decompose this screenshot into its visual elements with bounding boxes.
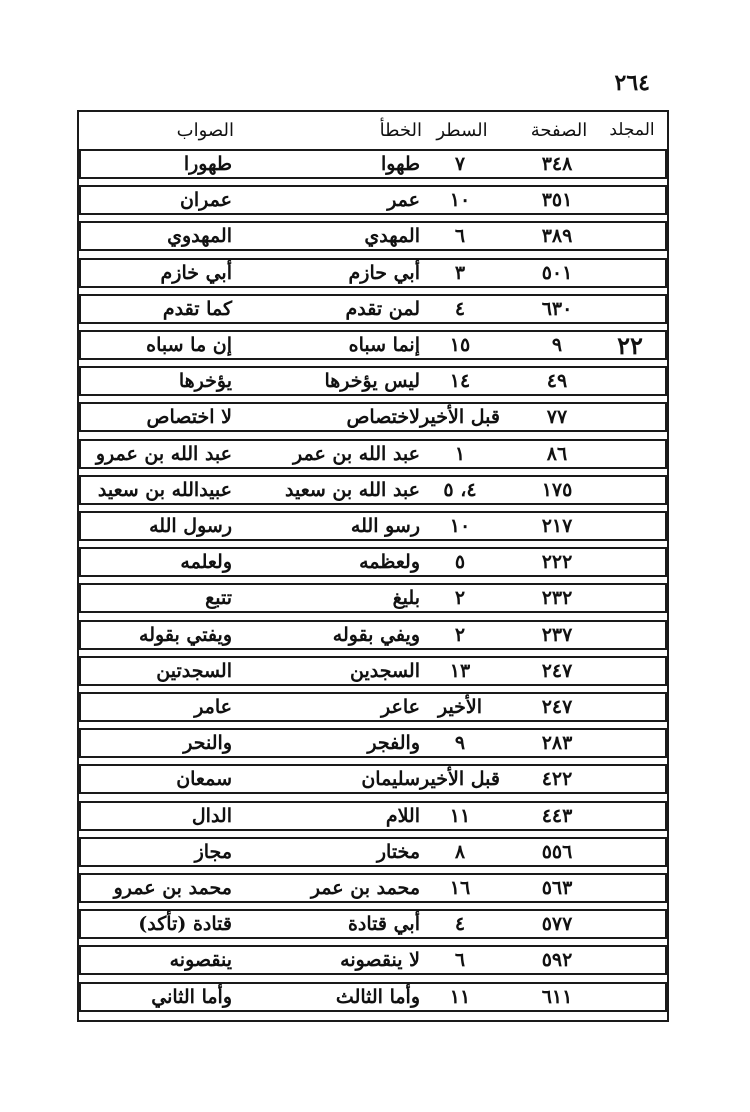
cell-line: ١٣ <box>449 660 471 682</box>
cell-page: ٨٦ <box>546 443 568 465</box>
header-line: السطر <box>436 119 488 141</box>
cell-correct: محمد بن عمرو <box>113 877 232 899</box>
cell-page: ٣٤٨ <box>541 153 573 175</box>
cell-correct: يؤخرها <box>178 370 232 392</box>
table-row <box>79 402 667 432</box>
table-row <box>79 620 667 650</box>
header-page: الصفحة <box>530 119 588 141</box>
cell-volume <box>595 260 665 286</box>
cell-wrong: عاعر <box>381 696 420 718</box>
cell-page: ٧٧ <box>546 406 568 428</box>
cell-wrong: سليمان <box>361 768 420 790</box>
cell-correct: الدال <box>191 805 232 827</box>
cell-line: ٨ <box>454 841 466 863</box>
table-row <box>79 692 667 722</box>
table-row <box>79 728 667 758</box>
cell-correct: ولعلمه <box>180 551 232 573</box>
table-row <box>79 511 667 541</box>
cell-volume <box>595 911 665 937</box>
cell-page: ٥٩٢ <box>541 949 573 971</box>
cell-page: ٢٣٧ <box>541 624 573 646</box>
cell-wrong: عبد الله بن سعيد <box>285 479 420 501</box>
cell-page: ٢٢٢ <box>541 551 573 573</box>
cell-page: ٥٦٣ <box>541 877 573 899</box>
cell-page: ٣٨٩ <box>541 225 573 247</box>
cell-page: ٦١١ <box>541 986 573 1008</box>
cell-page: ١٧٥ <box>541 479 573 501</box>
cell-line: قبل الأخير <box>420 768 500 790</box>
cell-wrong: إنما سباه <box>348 334 420 356</box>
cell-volume <box>595 875 665 901</box>
cell-line: ٢ <box>454 587 466 609</box>
cell-volume <box>595 549 665 575</box>
cell-page: ٢٤٧ <box>541 696 573 718</box>
table-row <box>79 982 667 1012</box>
cell-correct: طهورا <box>183 153 232 175</box>
cell-wrong: ولعظمه <box>359 551 420 573</box>
cell-line: ٩ <box>454 732 466 754</box>
cell-line: ١٤ <box>449 370 471 392</box>
cell-volume <box>595 441 665 467</box>
cell-wrong: والفجر <box>367 732 420 754</box>
table-row <box>79 909 667 939</box>
cell-line: ١٦ <box>449 877 471 899</box>
cell-wrong: مختار <box>376 841 420 863</box>
cell-correct: إن ما سباه <box>146 334 232 356</box>
table-row <box>79 294 667 324</box>
cell-line: ١١ <box>449 986 471 1008</box>
cell-line: ٤ <box>454 298 466 320</box>
header-wrong: الخطأ <box>379 119 422 141</box>
cell-wrong: اللام <box>385 805 420 827</box>
cell-line: قبل الأخير <box>420 406 500 428</box>
cell-wrong: عمر <box>387 189 420 211</box>
cell-line: الأخير <box>437 696 483 718</box>
cell-line: ٣ <box>454 262 466 284</box>
cell-volume <box>595 477 665 503</box>
cell-wrong: محمد بن عمر <box>310 877 420 899</box>
cell-wrong: لمن تقدم <box>345 298 420 320</box>
cell-correct: مجاز <box>194 841 232 863</box>
cell-volume <box>595 984 665 1010</box>
cell-volume: ٢٢ <box>617 330 643 360</box>
cell-line: ٤ <box>454 913 466 935</box>
table-header-row <box>79 115 667 145</box>
cell-correct: رسول الله <box>149 515 232 537</box>
cell-correct: ويفتي بقوله <box>139 624 232 646</box>
table-row <box>79 583 667 613</box>
cell-wrong: رسو الله <box>350 515 420 537</box>
cell-volume <box>595 947 665 973</box>
cell-wrong: أبي حازم <box>348 262 420 284</box>
table-row <box>79 221 667 251</box>
cell-page: ٢٣٢ <box>541 587 573 609</box>
cell-line: ١٠ <box>449 189 471 211</box>
cell-correct: كما تقدم <box>162 298 232 320</box>
table-row <box>79 945 667 975</box>
cell-wrong: بليغ <box>392 587 420 609</box>
cell-volume <box>595 622 665 648</box>
table-row <box>79 475 667 505</box>
cell-page: ٤٤٣ <box>541 805 573 827</box>
cell-line: ٦ <box>454 949 466 971</box>
cell-volume <box>595 187 665 213</box>
cell-wrong: عبد الله بن عمر <box>293 443 420 465</box>
table-row <box>79 149 667 179</box>
table-row <box>79 258 667 288</box>
cell-correct: تتبع <box>205 587 232 609</box>
cell-page: ٢١٧ <box>541 515 573 537</box>
cell-correct: سمعان <box>176 768 232 790</box>
cell-page: ٥٠١ <box>541 262 573 284</box>
cell-volume <box>595 803 665 829</box>
cell-correct: والنحر <box>183 732 232 754</box>
cell-wrong: أبي قتادة <box>347 913 420 935</box>
cell-line: ١٠ <box>449 515 471 537</box>
cell-volume <box>595 368 665 394</box>
cell-line: ٦ <box>454 225 466 247</box>
cell-wrong: ويفي بقوله <box>332 624 420 646</box>
cell-wrong: لاختصاص <box>346 406 420 428</box>
table-row <box>79 873 667 903</box>
cell-volume <box>595 404 665 430</box>
cell-line: ٥ <box>454 551 466 573</box>
cell-correct: عبد الله بن عمرو <box>95 443 232 465</box>
cell-correct: ينقصونه <box>169 949 232 971</box>
cell-line: ١١ <box>449 805 471 827</box>
cell-page: ٤٩ <box>546 370 568 392</box>
cell-line: ٤، ٥ <box>443 479 477 501</box>
table-row <box>79 656 667 686</box>
cell-volume <box>595 839 665 865</box>
cell-page: ٩ <box>551 334 563 356</box>
cell-wrong: المهدي <box>364 225 420 247</box>
cell-correct: عمران <box>179 189 232 211</box>
table-row <box>79 185 667 215</box>
cell-wrong: السجدين <box>349 660 420 682</box>
cell-volume <box>595 223 665 249</box>
cell-page: ٢٨٣ <box>541 732 573 754</box>
cell-line: ١ <box>454 443 466 465</box>
cell-volume <box>595 658 665 684</box>
cell-page: ٥٥٦ <box>541 841 573 863</box>
cell-correct: المهدوي <box>167 225 232 247</box>
cell-volume <box>595 694 665 720</box>
errata-table <box>77 110 669 1022</box>
header-volume: المجلد <box>609 120 655 140</box>
cell-page: ٦٣٠ <box>541 298 573 320</box>
cell-correct: قتادة (تأكد) <box>138 913 232 935</box>
cell-volume <box>595 513 665 539</box>
page-number: ٢٦٤ <box>614 70 650 96</box>
cell-volume <box>595 730 665 756</box>
cell-line: ٢ <box>454 624 466 646</box>
cell-correct: وأما الثاني <box>151 986 232 1008</box>
header-correct: الصواب <box>176 119 234 141</box>
table-row <box>79 547 667 577</box>
cell-wrong: لا ينقصونه <box>340 949 420 971</box>
cell-page: ٢٤٧ <box>541 660 573 682</box>
cell-page: ٥٧٧ <box>541 913 573 935</box>
cell-correct: عبيدالله بن سعيد <box>97 479 232 501</box>
cell-correct: عامر <box>194 696 232 718</box>
cell-page: ٣٥١ <box>541 189 573 211</box>
table-row <box>79 837 667 867</box>
cell-wrong: وأما الثالث <box>335 986 420 1008</box>
table-row <box>79 366 667 396</box>
cell-line: ٧ <box>454 153 466 175</box>
cell-wrong: طهوا <box>381 153 420 175</box>
cell-correct: السجدتين <box>156 660 232 682</box>
table-row <box>79 330 667 360</box>
cell-correct: أبي خازم <box>160 262 232 284</box>
cell-volume <box>595 296 665 322</box>
cell-volume <box>595 766 665 792</box>
cell-page: ٤٢٢ <box>541 768 573 790</box>
cell-wrong: ليس يؤخرها <box>324 370 420 392</box>
table-row <box>79 439 667 469</box>
cell-correct: لا اختصاص <box>146 406 232 428</box>
table-row <box>79 801 667 831</box>
table-row <box>79 764 667 794</box>
cell-volume <box>595 585 665 611</box>
cell-line: ١٥ <box>449 334 471 356</box>
cell-volume <box>595 151 665 177</box>
